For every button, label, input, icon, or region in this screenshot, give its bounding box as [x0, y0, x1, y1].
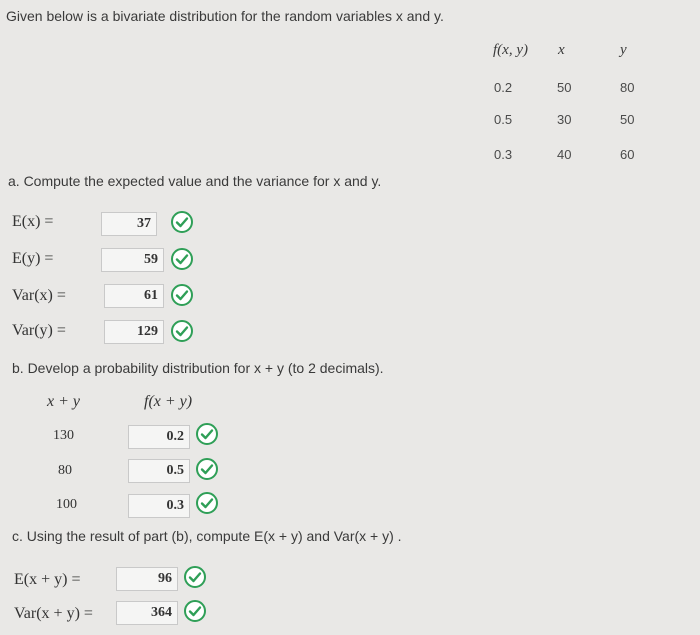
prob-answer[interactable]: 0.2	[128, 425, 190, 449]
prob-answer[interactable]: 0.3	[128, 494, 190, 518]
part-a-prompt: a. Compute the expected value and the variance for x and y.	[8, 173, 382, 189]
prob-column-header: f(x + y)	[144, 393, 193, 410]
vary-label: Var(y) =	[12, 322, 66, 339]
correct-check-icon	[196, 492, 218, 514]
correct-check-icon	[196, 423, 218, 445]
part-c-prompt: c. Using the result of part (b), compute E(x + y) and Var(x + y) .	[12, 528, 402, 544]
varx-label: Var(x) =	[12, 287, 66, 304]
correct-check-icon	[184, 566, 206, 588]
varx-answer[interactable]: 61	[104, 284, 164, 308]
vary-answer[interactable]: 129	[104, 320, 164, 344]
correct-check-icon	[196, 458, 218, 480]
sum-value: 80	[58, 463, 72, 478]
table-cell: 50	[620, 112, 635, 127]
table-header-fxy: f(x, y)	[493, 42, 528, 58]
sum-value: 100	[56, 497, 77, 512]
varxy-label: Var(x + y) =	[14, 605, 93, 622]
table-header-y: y	[620, 42, 627, 58]
correct-check-icon	[171, 211, 193, 233]
table-cell: 30	[557, 112, 572, 127]
ey-label: E(y) =	[12, 250, 54, 267]
table-cell: 40	[557, 147, 572, 162]
exy-label: E(x + y) =	[14, 571, 81, 588]
varxy-answer[interactable]: 364	[116, 601, 178, 625]
table-header-x: x	[558, 42, 565, 58]
part-b-prompt: b. Develop a probability distribution for x + y (to 2 decimals).	[12, 360, 384, 376]
correct-check-icon	[171, 248, 193, 270]
sum-column-header: x + y	[47, 393, 80, 410]
ex-label: E(x) =	[12, 213, 54, 230]
table-cell: 80	[620, 80, 635, 95]
table-cell: 0.5	[494, 112, 513, 127]
intro-text: Given below is a bivariate distribution for the random variables x and y.	[6, 8, 444, 24]
table-cell: 50	[557, 80, 572, 95]
table-cell: 60	[620, 147, 635, 162]
correct-check-icon	[184, 600, 206, 622]
ey-answer[interactable]: 59	[101, 248, 164, 272]
ex-answer[interactable]: 37	[101, 212, 157, 236]
correct-check-icon	[171, 320, 193, 342]
sum-value: 130	[53, 428, 74, 443]
prob-answer[interactable]: 0.5	[128, 459, 190, 483]
correct-check-icon	[171, 284, 193, 306]
table-cell: 0.2	[494, 80, 513, 95]
table-cell: 0.3	[494, 147, 513, 162]
exy-answer[interactable]: 96	[116, 567, 178, 591]
